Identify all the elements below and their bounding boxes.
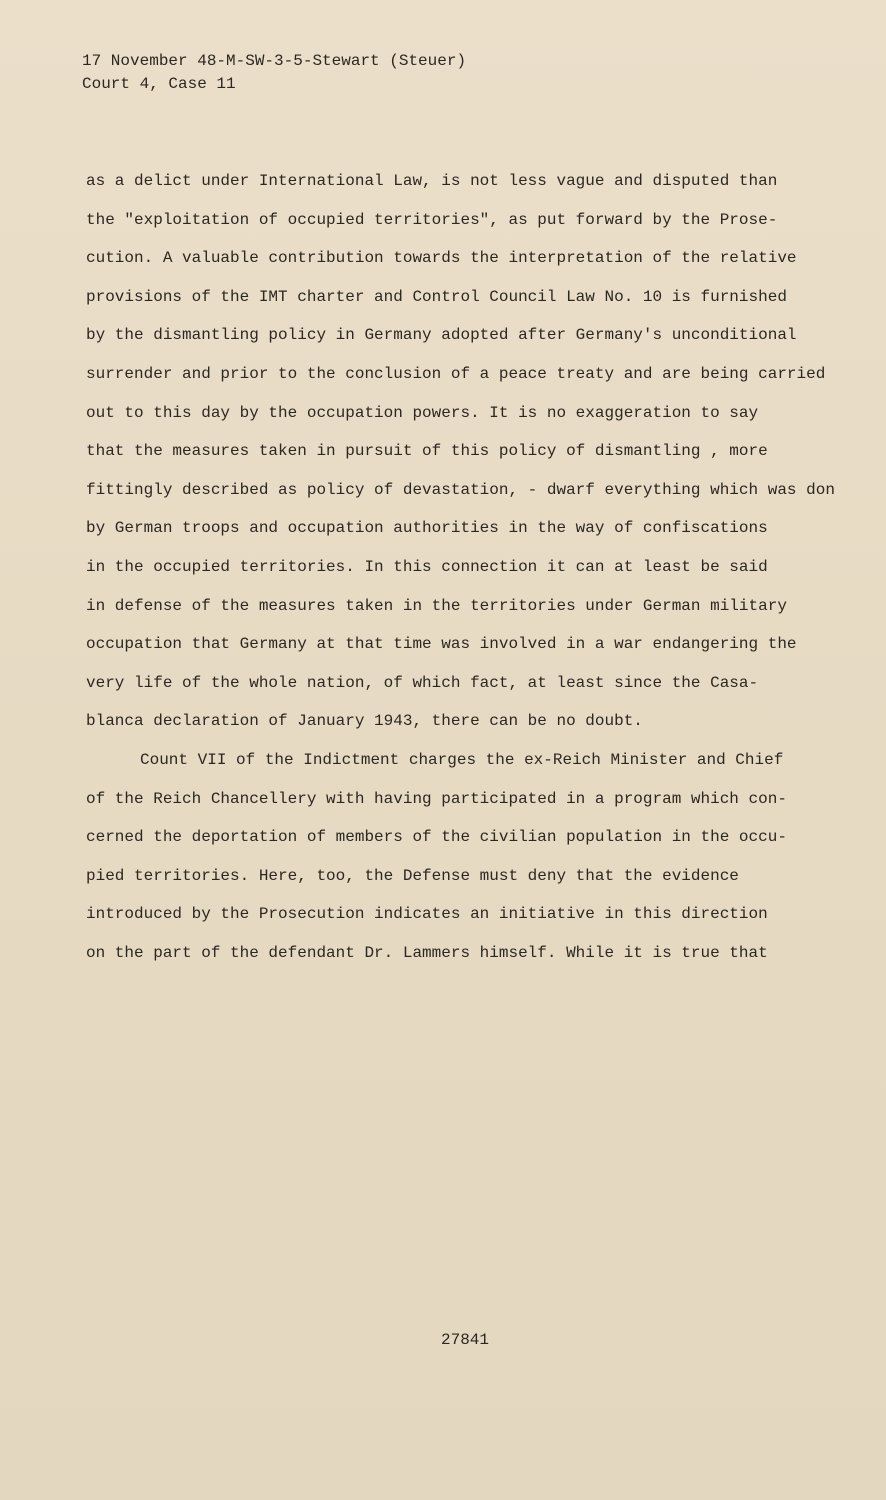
text-line: very life of the whole nation, of which fact, at least since the Casa- — [86, 673, 759, 692]
paragraph-2 — [86, 741, 846, 973]
text-line: introduced by the Prosecution indicates an initiative in this direction — [86, 905, 768, 924]
document-header — [82, 50, 466, 96]
text-line: cution. A valuable contribution towards the interpretation of the relative — [86, 249, 797, 268]
text-line: that the measures taken in pursuit of this policy of dismantling , more — [86, 442, 768, 461]
text-line: in defense of the measures taken in the territories under German military — [86, 596, 787, 615]
text-line: pied territories. Here, too, the Defense must deny that the evidence — [86, 866, 739, 885]
text-line: the "exploitation of occupied territories", as put forward by the Prose- — [86, 210, 778, 229]
body-text — [86, 162, 846, 972]
page-number: 27841 — [441, 1331, 490, 1349]
text-line: fittingly described as policy of devastation, - dwarf everything which was don — [86, 480, 835, 499]
header-line-court-case: Court 4, Case 11 — [82, 75, 236, 93]
text-line: Count VII of the Indictment charges the ex-Reich Minister and Chief — [140, 750, 784, 769]
text-line: provisions of the IMT charter and Control Council Law No. 10 is furnished — [86, 287, 787, 306]
header-line-date-reference: 17 November 48-M-SW-3-5-Stewart (Steuer) — [82, 52, 467, 70]
text-line: out to this day by the occupation powers. It is no exaggeration to say — [86, 403, 759, 422]
text-line: occupation that Germany at that time was involved in a war endangering the — [86, 635, 797, 654]
text-line: blanca declaration of January 1943, there can be no doubt. — [86, 712, 643, 731]
text-line: by the dismantling policy in Germany adopted after Germany's unconditional — [86, 326, 797, 345]
text-line: of the Reich Chancellery with having participated in a program which con- — [86, 789, 787, 808]
text-line: in the occupied territories. In this connection it can at least be said — [86, 557, 768, 576]
text-line: as a delict under International Law, is not less vague and disputed than — [86, 172, 778, 190]
paragraph-1 — [86, 162, 846, 741]
text-line: surrender and prior to the conclusion of a peace treaty and are being carried — [86, 364, 826, 383]
text-line: by German troops and occupation authorities in the way of confiscations — [86, 519, 768, 538]
text-line: on the part of the defendant Dr. Lammers himself. While it is true that — [86, 943, 768, 962]
text-line: cerned the deportation of members of the civilian population in the occu- — [86, 828, 787, 847]
